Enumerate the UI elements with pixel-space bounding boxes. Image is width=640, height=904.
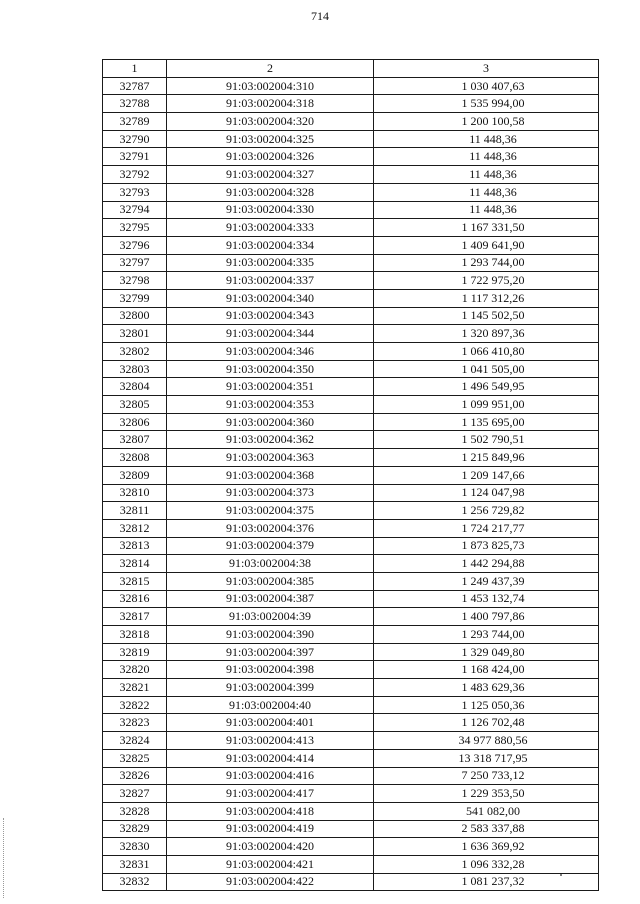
value-cell: 1 256 729,82	[374, 502, 599, 520]
value-cell: 1 126 702,48	[374, 714, 599, 732]
row-number-cell: 32824	[103, 732, 167, 750]
table-row	[103, 767, 599, 785]
scan-edge-mark	[3, 818, 5, 898]
cadastral-number-cell: 91:03:002004:327	[167, 166, 374, 184]
value-cell: 1 167 331,50	[374, 219, 599, 237]
row-number-cell: 32821	[103, 679, 167, 697]
cadastral-number-cell: 91:03:002004:397	[167, 643, 374, 661]
cadastral-number-cell: 91:03:002004:387	[167, 590, 374, 608]
row-number-cell: 32801	[103, 325, 167, 343]
cadastral-number-cell: 91:03:002004:398	[167, 661, 374, 679]
value-cell: 541 082,00	[374, 802, 599, 820]
cadastral-number-cell: 91:03:002004:390	[167, 626, 374, 644]
table-row	[103, 749, 599, 767]
row-number-cell: 32804	[103, 378, 167, 396]
table-header	[103, 60, 599, 78]
value-cell: 1 320 897,36	[374, 325, 599, 343]
row-number-cell: 32798	[103, 272, 167, 290]
row-number-cell: 32828	[103, 802, 167, 820]
table-row	[103, 183, 599, 201]
table-row	[103, 113, 599, 131]
table-row	[103, 555, 599, 573]
table-row	[103, 272, 599, 290]
cadastral-number-cell: 91:03:002004:330	[167, 201, 374, 219]
table-row	[103, 77, 599, 95]
row-number-cell: 32820	[103, 661, 167, 679]
value-cell: 1 293 744,00	[374, 254, 599, 272]
row-number-cell: 32808	[103, 449, 167, 467]
row-number-cell: 32816	[103, 590, 167, 608]
cadastral-number-cell: 91:03:002004:326	[167, 148, 374, 166]
cadastral-number-cell: 91:03:002004:38	[167, 555, 374, 573]
table-row	[103, 714, 599, 732]
row-number-cell: 32795	[103, 219, 167, 237]
cadastral-number-cell: 91:03:002004:422	[167, 873, 374, 891]
value-cell: 7 250 733,12	[374, 767, 599, 785]
row-number-cell: 32817	[103, 608, 167, 626]
cadastral-number-cell: 91:03:002004:421	[167, 855, 374, 873]
row-number-cell: 32799	[103, 289, 167, 307]
value-cell: 1 483 629,36	[374, 679, 599, 697]
row-number-cell: 32788	[103, 95, 167, 113]
table-row	[103, 289, 599, 307]
value-cell: 1 041 505,00	[374, 360, 599, 378]
row-number-cell: 32822	[103, 696, 167, 714]
value-cell: 11 448,36	[374, 166, 599, 184]
row-number-cell: 32805	[103, 396, 167, 414]
value-cell: 1 496 549,95	[374, 378, 599, 396]
table-row	[103, 643, 599, 661]
value-cell: 1 168 424,00	[374, 661, 599, 679]
value-cell: 1 200 100,58	[374, 113, 599, 131]
value-cell: 1 099 951,00	[374, 396, 599, 414]
cadastral-number-cell: 91:03:002004:376	[167, 519, 374, 537]
cadastral-number-cell: 91:03:002004:418	[167, 802, 374, 820]
row-number-cell: 32831	[103, 855, 167, 873]
cadastral-number-cell: 91:03:002004:346	[167, 343, 374, 361]
table-row	[103, 236, 599, 254]
cadastral-number-cell: 91:03:002004:310	[167, 77, 374, 95]
table-row	[103, 219, 599, 237]
value-cell: 1 400 797,86	[374, 608, 599, 626]
value-cell: 1 722 975,20	[374, 272, 599, 290]
value-cell: 1 117 312,26	[374, 289, 599, 307]
value-cell: 1 535 994,00	[374, 95, 599, 113]
cadastral-number-cell: 91:03:002004:343	[167, 307, 374, 325]
row-number-cell: 32807	[103, 431, 167, 449]
cadastral-number-cell: 91:03:002004:375	[167, 502, 374, 520]
row-number-cell: 32826	[103, 767, 167, 785]
row-number-cell: 32829	[103, 820, 167, 838]
table-row	[103, 661, 599, 679]
cadastral-number-cell: 91:03:002004:318	[167, 95, 374, 113]
table-row	[103, 449, 599, 467]
cadastral-number-cell: 91:03:002004:39	[167, 608, 374, 626]
value-cell: 1 249 437,39	[374, 572, 599, 590]
cadastral-number-cell: 91:03:002004:337	[167, 272, 374, 290]
table-row	[103, 130, 599, 148]
value-cell: 1 215 849,96	[374, 449, 599, 467]
table-row	[103, 201, 599, 219]
row-number-cell: 32797	[103, 254, 167, 272]
table-row	[103, 696, 599, 714]
table-row	[103, 307, 599, 325]
row-number-cell: 32823	[103, 714, 167, 732]
cadastral-number-cell: 91:03:002004:340	[167, 289, 374, 307]
table-row	[103, 590, 599, 608]
cadastral-number-cell: 91:03:002004:417	[167, 785, 374, 803]
value-cell: 1 096 332,28	[374, 855, 599, 873]
row-number-cell: 32814	[103, 555, 167, 573]
page-number: 714	[311, 9, 329, 23]
header-col-2: 2	[167, 60, 374, 78]
cadastral-number-cell: 91:03:002004:333	[167, 219, 374, 237]
value-cell: 1 409 641,90	[374, 236, 599, 254]
table-body	[103, 77, 599, 891]
cadastral-number-cell: 91:03:002004:344	[167, 325, 374, 343]
cadastral-number-cell: 91:03:002004:414	[167, 749, 374, 767]
row-number-cell: 32800	[103, 307, 167, 325]
cadastral-number-cell: 91:03:002004:399	[167, 679, 374, 697]
cadastral-number-cell: 91:03:002004:379	[167, 537, 374, 555]
table-row	[103, 519, 599, 537]
table-row	[103, 873, 599, 891]
row-number-cell: 32811	[103, 502, 167, 520]
cadastral-number-cell: 91:03:002004:362	[167, 431, 374, 449]
table-row	[103, 378, 599, 396]
table-row	[103, 732, 599, 750]
header-row	[103, 60, 599, 78]
header-col-1: 1	[103, 60, 167, 78]
value-cell: 11 448,36	[374, 183, 599, 201]
row-number-cell: 32791	[103, 148, 167, 166]
value-cell: 11 448,36	[374, 130, 599, 148]
table-row	[103, 838, 599, 856]
value-cell: 1 502 790,51	[374, 431, 599, 449]
table-row	[103, 537, 599, 555]
table-row	[103, 802, 599, 820]
table-row	[103, 148, 599, 166]
table-row	[103, 431, 599, 449]
row-number-cell: 32812	[103, 519, 167, 537]
cadastral-number-cell: 91:03:002004:351	[167, 378, 374, 396]
row-number-cell: 32789	[103, 113, 167, 131]
table-row	[103, 95, 599, 113]
value-cell: 2 583 337,88	[374, 820, 599, 838]
value-cell: 1 293 744,00	[374, 626, 599, 644]
row-number-cell: 32794	[103, 201, 167, 219]
cadastral-number-cell: 91:03:002004:413	[167, 732, 374, 750]
table-row	[103, 325, 599, 343]
row-number-cell: 32802	[103, 343, 167, 361]
value-cell: 1 030 407,63	[374, 77, 599, 95]
table-row	[103, 396, 599, 414]
cadastral-number-cell: 91:03:002004:416	[167, 767, 374, 785]
table-row	[103, 820, 599, 838]
table-row	[103, 785, 599, 803]
table-row	[103, 626, 599, 644]
value-cell: 1 329 049,80	[374, 643, 599, 661]
cadastral-number-cell: 91:03:002004:353	[167, 396, 374, 414]
value-cell: 1 125 050,36	[374, 696, 599, 714]
table-row	[103, 502, 599, 520]
value-cell: 1 442 294,88	[374, 555, 599, 573]
value-cell: 1 873 825,73	[374, 537, 599, 555]
row-number-cell: 32827	[103, 785, 167, 803]
cadastral-number-cell: 91:03:002004:350	[167, 360, 374, 378]
header-col-3: 3	[374, 60, 599, 78]
row-number-cell: 32809	[103, 466, 167, 484]
row-number-cell: 32796	[103, 236, 167, 254]
value-cell: 1 135 695,00	[374, 413, 599, 431]
value-cell: 11 448,36	[374, 201, 599, 219]
row-number-cell: 32803	[103, 360, 167, 378]
value-cell: 1 636 369,92	[374, 838, 599, 856]
registry-table	[102, 59, 599, 891]
cadastral-number-cell: 91:03:002004:40	[167, 696, 374, 714]
row-number-cell: 32819	[103, 643, 167, 661]
cadastral-number-cell: 91:03:002004:419	[167, 820, 374, 838]
row-number-cell: 32815	[103, 572, 167, 590]
cadastral-number-cell: 91:03:002004:325	[167, 130, 374, 148]
row-number-cell: 32832	[103, 873, 167, 891]
cadastral-number-cell: 91:03:002004:328	[167, 183, 374, 201]
table-row	[103, 466, 599, 484]
value-cell: 1 066 410,80	[374, 343, 599, 361]
table-row	[103, 254, 599, 272]
value-cell: 34 977 880,56	[374, 732, 599, 750]
cadastral-number-cell: 91:03:002004:320	[167, 113, 374, 131]
row-number-cell: 32830	[103, 838, 167, 856]
cadastral-number-cell: 91:03:002004:363	[167, 449, 374, 467]
value-cell: 1 453 132,74	[374, 590, 599, 608]
table-row	[103, 484, 599, 502]
table-row	[103, 608, 599, 626]
table-row	[103, 572, 599, 590]
cadastral-number-cell: 91:03:002004:335	[167, 254, 374, 272]
cadastral-number-cell: 91:03:002004:401	[167, 714, 374, 732]
cadastral-number-cell: 91:03:002004:360	[167, 413, 374, 431]
row-number-cell: 32810	[103, 484, 167, 502]
row-number-cell: 32793	[103, 183, 167, 201]
row-number-cell: 32818	[103, 626, 167, 644]
value-cell: 11 448,36	[374, 148, 599, 166]
value-cell: 1 145 502,50	[374, 307, 599, 325]
row-number-cell: 32813	[103, 537, 167, 555]
row-number-cell: 32792	[103, 166, 167, 184]
row-number-cell: 32787	[103, 77, 167, 95]
value-cell: 1 209 147,66	[374, 466, 599, 484]
cadastral-number-cell: 91:03:002004:420	[167, 838, 374, 856]
table-row	[103, 360, 599, 378]
cadastral-number-cell: 91:03:002004:385	[167, 572, 374, 590]
table-row	[103, 679, 599, 697]
cadastral-number-cell: 91:03:002004:373	[167, 484, 374, 502]
table-row	[103, 413, 599, 431]
row-number-cell: 32806	[103, 413, 167, 431]
value-cell: 1 724 217,77	[374, 519, 599, 537]
scan-dot-mark	[560, 874, 562, 876]
cadastral-number-cell: 91:03:002004:368	[167, 466, 374, 484]
table-row	[103, 166, 599, 184]
cadastral-number-cell: 91:03:002004:334	[167, 236, 374, 254]
row-number-cell: 32825	[103, 749, 167, 767]
value-cell: 1 081 237,32	[374, 873, 599, 891]
table-row	[103, 343, 599, 361]
value-cell: 1 124 047,98	[374, 484, 599, 502]
row-number-cell: 32790	[103, 130, 167, 148]
value-cell: 13 318 717,95	[374, 749, 599, 767]
table-row	[103, 855, 599, 873]
value-cell: 1 229 353,50	[374, 785, 599, 803]
